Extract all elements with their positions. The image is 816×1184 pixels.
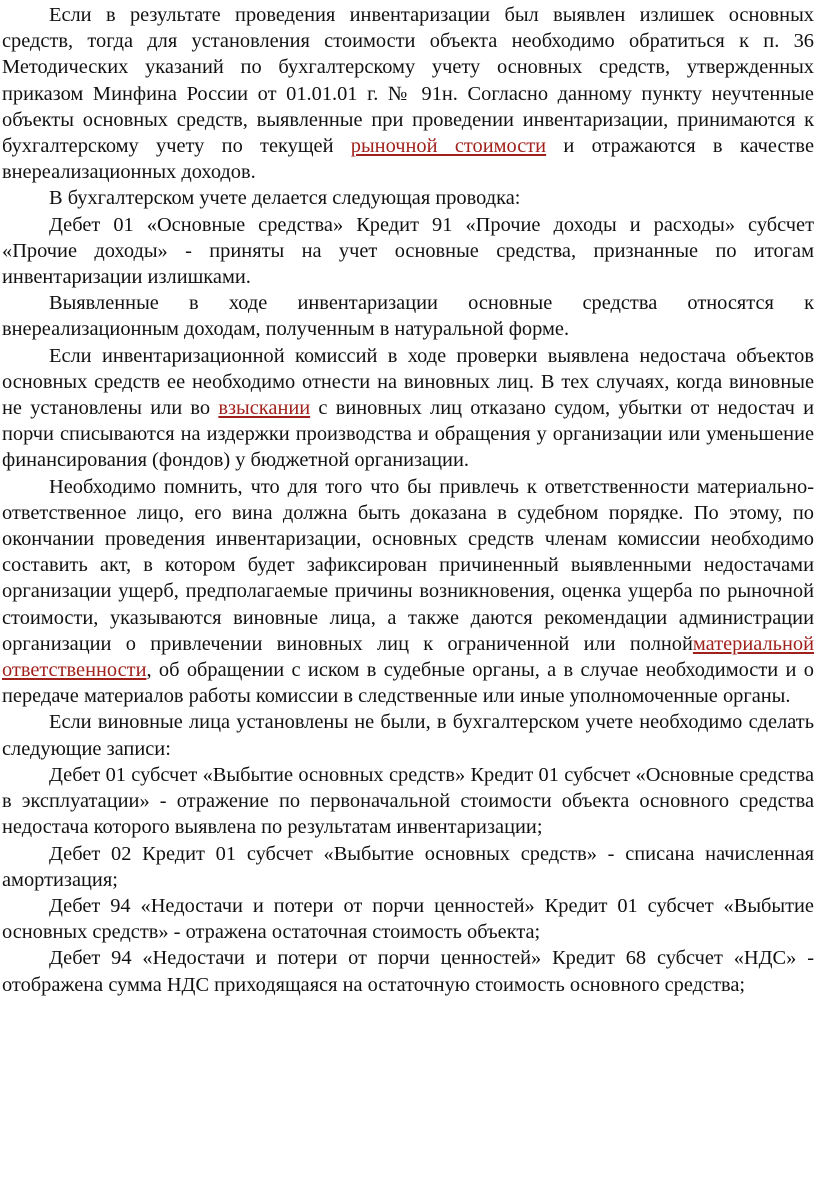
paragraph-entry-intro: В бухгалтерском учете делается следующая проводка: [49,187,521,210]
paragraph-liability [2,474,814,710]
paragraph-entry-vat: Дебет 94 «Недостачи и потери от порчи ценностей» Кредит 68 субсчет «НДС» - отображена сумма НДС приходящаяся на остаточную стоимость основного средства; [2,947,814,996]
paragraph-non-operating-income: Выявленные в ходе инвентаризации основные средства относятся к внереализационным доходам, полученным в натуральной форме. [2,292,814,341]
paragraph-entry-depreciation: Дебет 02 Кредит 01 субсчет «Выбытие основных средств» - списана начисленная амортизация; [2,842,814,891]
paragraph-text: Необходимо помнить, что для того что бы привлечь к ответственности материально-ответственное лицо, его вина должна быть доказана в судебном порядке. По этому, по окончании проведения инвентаризации, основных средств членам комиссии необходимо составить акт, в котором будет зафиксирован причиненный выявленными недостачами организации ущерб, предполагаемые причины возникновения, оценка ущерба по рыночной стоимости, указываются виновные лица, а также даются рекомендации администрации организации о привлечении виновных лиц к ограниченной или полной [2,475,814,655]
paragraph-text: и отражаются в качестве внереализационных доходов. [2,135,814,184]
link-recovery[interactable]: взыскании [218,397,311,420]
paragraph-text: с виновных лиц отказано судом, убытки от недостач и порчи списываются на издержки производства и обращения у организации или уменьшение финансирования (фондов) у бюджетной организации. [2,397,814,472]
paragraph-text: Если в результате проведения инвентаризации был выявлен излишек основных средств, тогда для установления стоимости объекта необходимо обратиться к п. 36 Методических указаний по бухгалтерскому учету основных средств, утвержденных приказом Минфина России от 01.01.01 г. № 91н. Согласно данному пункту неучтенные объекты основных средств, выявленные при проведении инвентаризации, принимаются к бухгалтерскому учету по текущей [2,4,814,158]
paragraph-entry-residual-value: Дебет 94 «Недостачи и потери от порчи ценностей» Кредит 01 субсчет «Выбытие основных средств» - отражена остаточная стоимость объекта; [2,894,814,944]
paragraph-entry-disposal: Дебет 01 субсчет «Выбытие основных средств» Кредит 01 субсчет «Основные средства в эксплуатации» - отражение по первоначальной стоимости объекта основного средства недостача которого выявлена по результатам инвентаризации; [2,763,814,839]
link-market-value[interactable]: рыночной стоимости [350,135,547,158]
paragraph-shortage [2,343,814,474]
paragraph-unidentified-culprits: Если виновные лица установлены не были, в бухгалтерском учете необходимо сделать следующие записи: [2,711,814,760]
paragraph-text: , об обращении с иском в судебные органы, а в случае необходимости и о передаче материалов работы комиссии в следственные или иные уполномоченные органы. [2,659,814,708]
link-material-liability[interactable]: материальной ответственности [2,632,814,682]
paragraph-text: Если инвентаризационной комиссий в ходе проверки выявлена недостача объектов основных средств ее необходимо отнести на виновных лиц. В тех случаях, когда виновные не установлены или во [2,344,814,420]
paragraph-surplus-valuation [2,2,814,185]
paragraph-entry-surplus: Дебет 01 «Основные средства» Кредит 91 «Прочие доходы и расходы» субсчет «Прочие доходы» - приняты на учет основные средства, признанные по итогам инвентаризации излишками. [2,213,814,289]
